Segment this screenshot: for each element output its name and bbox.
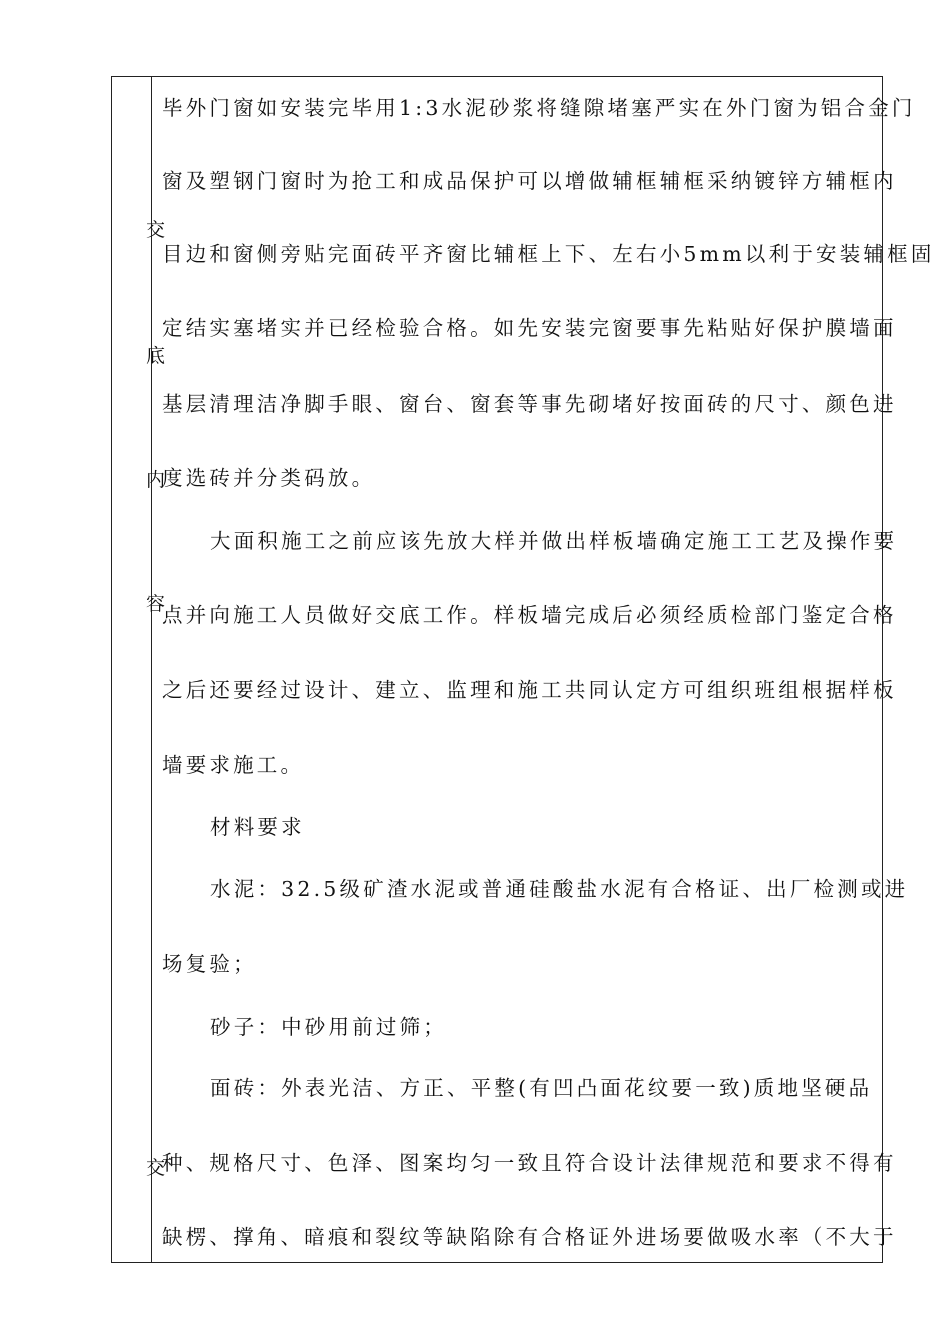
body-text-line: 砂子：中砂用前过筛； [210, 1015, 447, 1039]
body-text-line: 水泥：32.5级矿渣水泥或普通硅酸盐水泥有合格证、出厂检测或进 [210, 877, 909, 901]
body-text-line: 毕外门窗如安装完毕用1:3水泥砂浆将缝隙堵塞严实在外门窗为铝合金门 [162, 96, 916, 120]
side-label-char: 交 [146, 219, 166, 241]
body-text-line: 面砖：外表光洁、方正、平整(有凹凸面花纹要一致)质地坚硬品 [210, 1076, 873, 1100]
side-label-char: 底 [146, 345, 166, 367]
body-text-line: 点并向施工人员做好交底工作。样板墙完成后必须经质检部门鉴定合格 [162, 603, 897, 627]
column-divider [151, 76, 152, 1263]
body-text-line: 之后还要经过设计、建立、监理和施工共同认定方可组织班组根据样板 [162, 678, 897, 702]
body-text-line: 墙要求施工。 [162, 753, 305, 777]
body-text-line: 基层清理洁净脚手眼、窗台、窗套等事先砌堵好按面砖的尺寸、颜色进 [162, 392, 897, 416]
body-text-line: 目边和窗侧旁贴完面砖平齐窗比辅框上下、左右小5mm以利于安装辅框固 [162, 242, 935, 266]
body-text-line: 种、规格尺寸、色泽、图案均匀一致且符合设计法律规范和要求不得有 [162, 1151, 897, 1175]
body-text-line: 定结实塞堵实并已经检验合格。如先安装完窗要事先粘贴好保护膜墙面 [162, 316, 897, 340]
body-text-line: 窗及塑钢门窗时为抢工和成品保护可以增做辅框辅框采纳镀锌方辅框内 [162, 169, 897, 193]
body-text-line: 大面积施工之前应该先放大样并做出样板墙确定施工工艺及操作要 [210, 529, 898, 553]
section-heading: 材料要求 [210, 815, 305, 839]
side-label-char: 容 [146, 593, 166, 615]
body-text-line: 场复验； [162, 952, 257, 976]
body-text-line: 缺楞、撑角、暗痕和裂纹等缺陷除有合格证外进场要做吸水率（不大于 [162, 1225, 897, 1249]
body-text-line: 度选砖并分类码放。 [162, 466, 376, 490]
side-label-char: 内 [146, 469, 166, 491]
side-label-char: 交 [146, 1157, 166, 1179]
